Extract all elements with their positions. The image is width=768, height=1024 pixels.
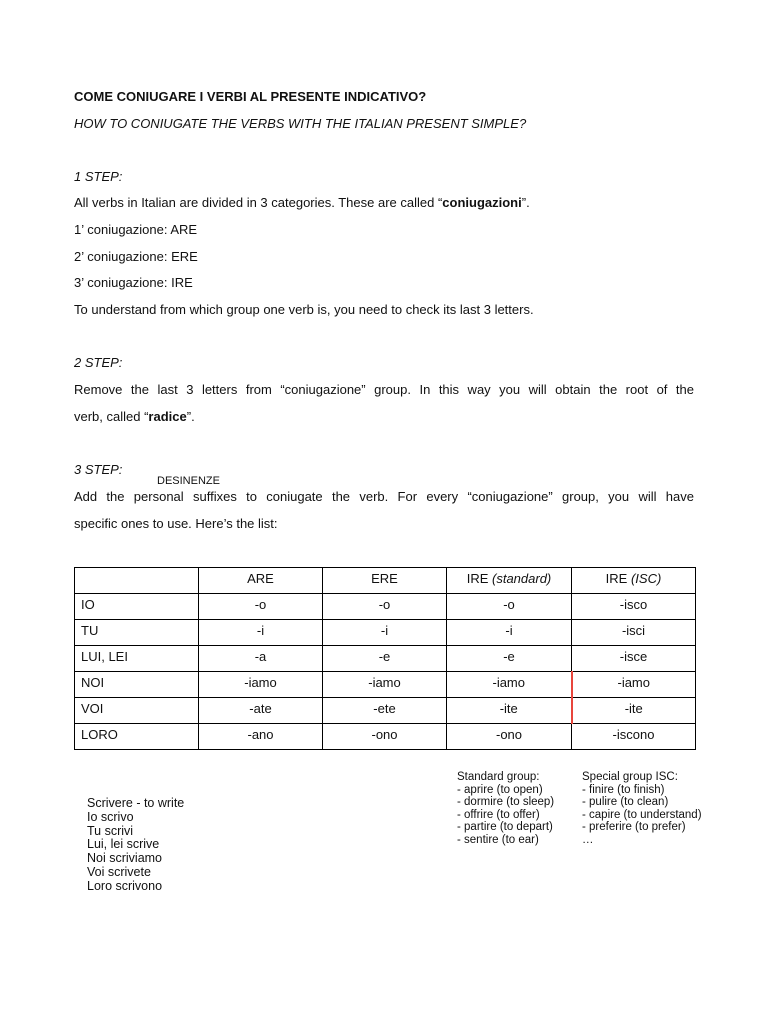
table-cell: -iscono	[572, 724, 696, 750]
table-row	[75, 698, 696, 724]
example-line: Tu scrivi	[87, 823, 134, 838]
table-row	[75, 672, 696, 698]
table-cell: -o	[447, 594, 572, 620]
table-header-row	[75, 568, 696, 594]
row-label: LUI, LEI	[75, 646, 199, 672]
table-cell: -a	[199, 646, 323, 672]
table-cell: -e	[447, 646, 572, 672]
step2-line2	[74, 409, 694, 425]
example-conjugation	[87, 797, 184, 894]
table-cell: -iamo	[199, 672, 323, 698]
table-cell: -iamo	[323, 672, 447, 698]
group-1: 1’ coniugazione: ARE	[74, 222, 198, 237]
table-cell: -isco	[572, 594, 696, 620]
step1-intro-text: All verbs in Italian are divided in 3 categories. These are called “	[74, 195, 443, 210]
group-3: 3’ coniugazione: IRE	[74, 275, 193, 290]
header-cell-are	[199, 568, 323, 594]
table-cell: -i	[199, 620, 323, 646]
table-cell: -ono	[323, 724, 447, 750]
step1-heading: 1 STEP:	[74, 169, 123, 184]
table-cell: -isci	[572, 620, 696, 646]
special-group-title: Special group ISC:	[582, 771, 678, 783]
row-label: LORO	[75, 724, 199, 750]
table-cell: -o	[199, 594, 323, 620]
header-text: ERE	[371, 571, 398, 586]
table-row	[75, 724, 696, 750]
header-cell-ire-standard	[447, 568, 572, 594]
header-text: IRE	[605, 571, 631, 586]
header-text: IRE	[466, 571, 493, 586]
table-cell: -e	[323, 646, 447, 672]
step3-line2: specific ones to use. Here’s the list:	[74, 516, 278, 531]
list-item: - sentire (to ear)	[457, 833, 539, 846]
table-cell: -iamo	[572, 672, 696, 698]
step1-note: To understand from which group one verb is, you need to check its last 3 letters.	[74, 302, 534, 317]
table-row	[75, 594, 696, 620]
list-item: - aprire (to open)	[457, 783, 543, 796]
suffix-table	[74, 567, 696, 750]
step2-heading: 2 STEP:	[74, 355, 123, 370]
table-cell: -ate	[199, 698, 323, 724]
row-label: NOI	[75, 672, 199, 698]
table-cell: -i	[323, 620, 447, 646]
step2-line1: Remove the last 3 letters from “coniugazione” group. In this way you will obtain the root of the	[74, 382, 694, 397]
list-item: - finire (to finish)	[582, 783, 665, 796]
radice-term: radice	[148, 409, 187, 424]
title-italian: COME CONIUGARE I VERBI AL PRESENTE INDICATIVO?	[74, 89, 427, 104]
step2-line2-text: verb, called “	[74, 409, 149, 424]
step1-intro-end: ”.	[521, 195, 530, 210]
step3-heading: 3 STEP:	[74, 462, 123, 477]
standard-group-note	[457, 771, 554, 846]
header-extra: (standard)	[492, 571, 552, 586]
list-item: - dormire (to sleep)	[457, 796, 555, 808]
standard-group-title: Standard group:	[457, 771, 540, 783]
row-label: VOI	[75, 698, 199, 724]
step1-intro-bold: coniugazioni	[442, 195, 522, 210]
table-row	[75, 620, 696, 646]
list-item: …	[582, 833, 594, 846]
example-line: Noi scriviamo	[87, 851, 163, 866]
header-extra: (ISC)	[630, 571, 662, 586]
row-label: TU	[75, 620, 199, 646]
table-cell: -iamo	[447, 672, 572, 698]
header-text: ARE	[247, 571, 274, 586]
table-cell: -ite	[572, 698, 696, 724]
example-line: Voi scrivete	[87, 864, 151, 879]
table-cell: -ono	[447, 724, 572, 750]
header-cell-empty	[75, 568, 199, 594]
table-row	[75, 646, 696, 672]
special-group-note	[582, 771, 702, 846]
example-line: Loro scrivono	[87, 878, 163, 893]
header-cell-ire-isc	[572, 568, 696, 594]
group-2: 2’ coniugazione: ERE	[74, 249, 198, 264]
example-line: Io scrivo	[87, 809, 134, 824]
row-label: IO	[75, 594, 199, 620]
list-item: - preferire (to prefer)	[582, 821, 686, 833]
list-item: - capire (to understand)	[582, 808, 702, 821]
example-line: Scrivere - to write	[87, 796, 185, 810]
table-cell: -isce	[572, 646, 696, 672]
step3-line1: Add the personal suffixes to coniugate the verb. For every “coniugazione” group, you will have	[74, 489, 694, 504]
list-item: - pulire (to clean)	[582, 796, 669, 808]
example-line: Lui, lei scrive	[87, 837, 160, 852]
header-cell-ere	[323, 568, 447, 594]
desinenze-label: DESINENZE	[157, 475, 220, 487]
step1-intro	[74, 195, 694, 211]
step2-line2-end: ”.	[186, 409, 195, 424]
table-cell: -ete	[323, 698, 447, 724]
title-english: HOW TO CONIUGATE THE VERBS WITH THE ITALIAN PRESENT SIMPLE?	[74, 116, 527, 131]
table-cell: -o	[323, 594, 447, 620]
list-item: - partire (to depart)	[457, 821, 553, 833]
list-item: - offrire (to offer)	[457, 808, 540, 821]
table-cell: -ano	[199, 724, 323, 750]
table-cell: -i	[447, 620, 572, 646]
table-cell: -ite	[447, 698, 572, 724]
